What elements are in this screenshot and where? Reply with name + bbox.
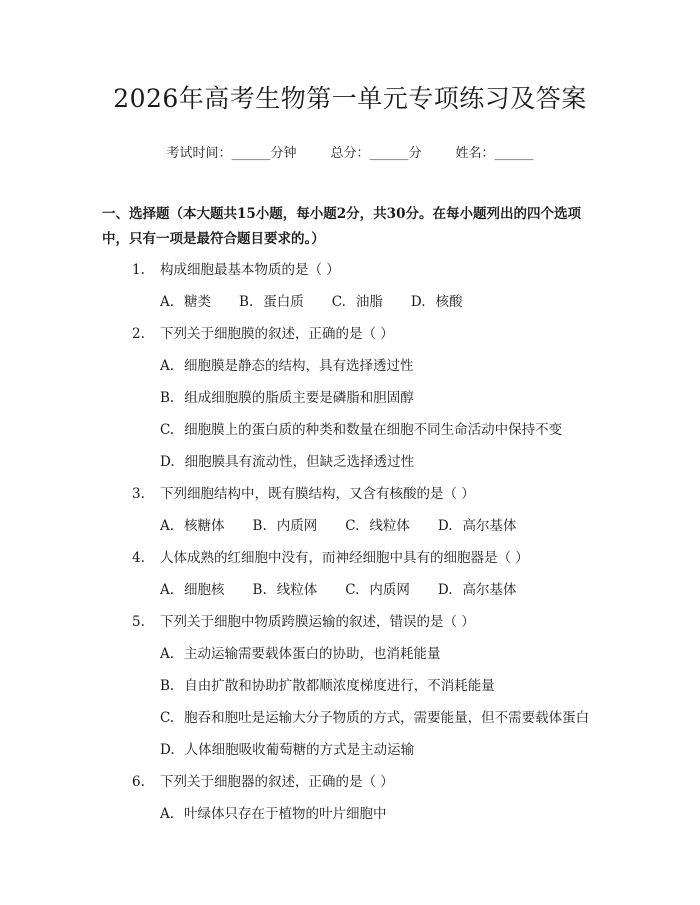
question-item <box>102 611 598 761</box>
question-item <box>102 259 598 313</box>
page-title: 2026年高考生物第一单元专项练习及答案 <box>113 84 587 113</box>
question-number: 1. <box>132 262 145 278</box>
section-heading: 一、选择题（本大题共15小题，每小题2分，共30分。在每小题列出的四个选项中，只有一项是最符合题目要求的。） <box>102 206 581 247</box>
option: A. 细胞膜是静态的结构，具有选择透过性 <box>160 358 414 374</box>
option: C. 胞吞和胞吐是运输大分子物质的方式，需要能量，但不需要载体蛋白 <box>160 710 590 726</box>
option: A. 核糖体 <box>160 518 225 534</box>
question-stem <box>132 611 598 633</box>
option: B. 蛋白质 <box>239 294 304 310</box>
option: B. 组成细胞膜的脂质主要是磷脂和胆固醇 <box>160 390 414 406</box>
question-list <box>102 259 598 825</box>
option: C. 细胞膜上的蛋白质的种类和数量在细胞不同生命活动中保持不变 <box>160 422 563 438</box>
option: D. 核酸 <box>410 294 463 310</box>
question-text: 下列关于细胞中物质跨膜运输的叙述，错误的是（ ） <box>160 614 475 630</box>
option: B. 线粒体 <box>252 582 318 598</box>
question-item <box>102 323 598 473</box>
question-text: 下列关于细胞器的叙述，正确的是（ ） <box>160 774 394 790</box>
option: A. 细胞核 <box>160 582 225 598</box>
option: D. 人体细胞吸收葡萄糖的方式是主动运输 <box>160 742 415 758</box>
question-text: 构成细胞最基本物质的是（ ） <box>160 262 340 278</box>
question-number: 4. <box>132 550 145 566</box>
question-number: 2. <box>132 326 145 342</box>
option-list <box>160 643 598 761</box>
question-stem <box>132 259 598 281</box>
exam-time-field: 考试时间：______分钟 <box>166 146 297 161</box>
question-stem <box>132 483 598 505</box>
option: A. 糖类 <box>160 294 212 310</box>
question-text: 人体成熟的红细胞中没有，而神经细胞中具有的细胞器是（ ） <box>160 550 529 566</box>
question-stem <box>132 547 598 569</box>
question-item <box>102 547 598 601</box>
question-stem <box>132 771 598 793</box>
option-list <box>160 355 598 473</box>
option: B. 内质网 <box>252 518 318 534</box>
option: A. 主动运输需要载体蛋白的协助，也消耗能量 <box>160 646 441 662</box>
question-stem <box>132 323 598 345</box>
question-number: 6. <box>132 774 145 790</box>
total-score-field: 总分：______分 <box>330 146 422 161</box>
question-text: 下列细胞结构中，既有膜结构，又含有核酸的是（ ） <box>160 486 475 502</box>
option-row <box>160 291 598 313</box>
option: A. 叶绿体只存在于植物的叶片细胞中 <box>160 806 387 822</box>
question-number: 3. <box>132 486 145 502</box>
option: D. 细胞膜具有流动性，但缺乏选择透过性 <box>160 454 415 470</box>
option: B. 自由扩散和协助扩散都顺浓度梯度进行，不消耗能量 <box>160 678 495 694</box>
question-text: 下列关于细胞膜的叙述，正确的是（ ） <box>160 326 394 342</box>
question-number: 5. <box>132 614 145 630</box>
option: C. 内质网 <box>345 582 410 598</box>
option-row <box>160 579 598 601</box>
exam-meta <box>102 145 598 163</box>
question-item <box>102 483 598 537</box>
option-row <box>160 515 598 537</box>
option-list <box>160 803 598 825</box>
option: C. 线粒体 <box>345 518 410 534</box>
option: D. 高尔基体 <box>437 518 517 534</box>
option: D. 高尔基体 <box>437 582 517 598</box>
question-item <box>102 771 598 825</box>
option: C. 油脂 <box>331 294 383 310</box>
student-name-field: 姓名：______ <box>455 146 534 161</box>
